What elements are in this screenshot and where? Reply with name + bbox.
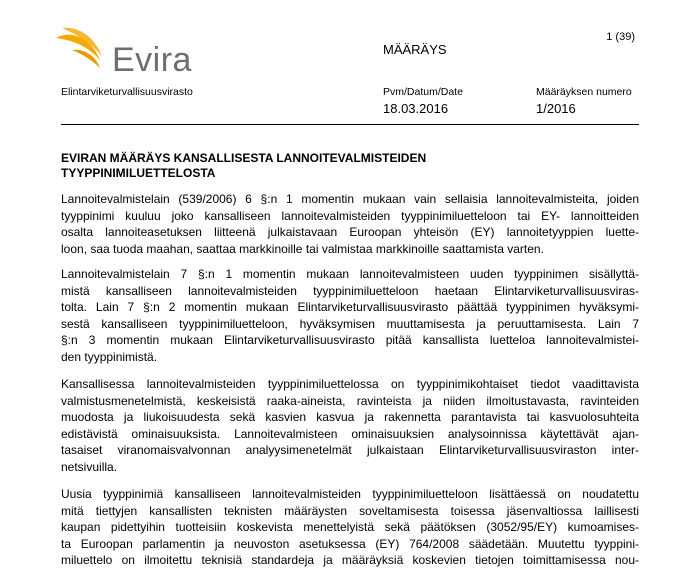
paragraph-line: kaupan pidettyihin tuotteisiin koskevista menettelyistä sekä päätöksen (3052/95/EY) kumoamises- (61, 520, 639, 534)
paragraph-line: tolta. Lain 7 §:n 2 momentin mukaan Elintarviketurvallisuusvirasto päättää tyyppinimen hyväksymi- (61, 300, 639, 314)
document-number: 1/2016 (536, 101, 576, 116)
paragraph-3 (61, 376, 639, 475)
evira-logo (50, 26, 200, 79)
date-label: Pvm/Datum/Date (383, 86, 463, 98)
paragraph-line: mistä kansalliseen lannoitevalmisteiden tyyppinimiluetteloon haetaan Elintarviketurvallisuusviras- (61, 283, 639, 298)
paragraph-line: mitä tiettyjen kansallisten teknisten määräysten soveltamisesta toisessa jäsenvaltiossa laillisesti (61, 503, 639, 518)
title-line: EVIRAN MÄÄRÄYS KANSALLISESTA LANNOITEVALMISTEIDEN (61, 151, 427, 165)
paragraph-line: Lannoitevalmistelain 7 §:n 1 momentin mukaan lannoitevalmisteen uuden tyyppinimen sisällyttä- (61, 267, 639, 281)
number-label: Määräyksen numero (536, 86, 632, 98)
paragraph-line: muodosta ja liukoisuudesta sekä kasvien kasvua ja rakennetta parantavista tai kasvuolosuhteita (61, 410, 639, 424)
paragraph-line: Kansallisessa lannoitevalmisteiden tyyppinimiluettelossa on tyyppinimikohtaiset tiedot vaadittavista (61, 377, 639, 391)
paragraph-line: miluettelo on ilmoitettu teknisiä standardeja ja määräyksiä koskevien tietojen toimittamisessa nou- (61, 553, 639, 567)
paragraph-4 (61, 486, 639, 569)
paragraph-line: netsivuilla. (61, 459, 118, 474)
paragraph-line: den tyyppinimistä. (61, 349, 158, 364)
paragraph-line: ta Euroopan parlamentin ja neuvoston asetuksessa (EY) 764/2008 säädetään. Muutettu tyyppini- (61, 536, 639, 551)
document-type: MÄÄRÄYS (383, 42, 447, 57)
wheat-leaf-icon (50, 26, 114, 76)
paragraph-line: sestä kansalliseen tyyppinimiluetteloon, hyväksymisen muuttamisesta ja peruuttamisesta. Lain 7 (61, 316, 639, 331)
paragraph-line: valmistusmenetelmistä, keskeisistä raaka-aineista, ravinteista ja niiden ilmoitustavasta, ravinteiden (61, 393, 639, 408)
title-line: TYYPPINIMILUETTELOSTA (61, 166, 216, 180)
agency-name: Elintarviketurvallisuusvirasto (61, 86, 193, 98)
page-number: 1 (39) (606, 31, 635, 43)
paragraph-2 (61, 266, 639, 365)
paragraph-line: osalta lannoiteasetuksen liitteenä julkaistavaan Euroopan yhteisön (EY) lannoitetyyppien luette- (61, 225, 639, 239)
paragraph-line: Lannoitevalmistelain (539/2006) 6 §:n 1 momentin mukaan vain sellaisia lannoitevalmisteita, joiden (61, 192, 639, 206)
header-divider (61, 124, 639, 125)
paragraph-line: tyyppinimi kuuluu joko kansalliseen lannoitevalmisteiden tyyppinimiluetteloon tai EY- lannoitteiden (61, 208, 639, 223)
document-title (61, 151, 581, 181)
paragraph-line: edistävistä ominaisuuksista. Lannoitevalmisteen ominaisuuksien analysoinnissa käytettävät ajan- (61, 426, 639, 441)
paragraph-line: Uusia tyyppinimiä kansalliseen lannoitevalmisteiden tyyppinimiluetteloon lisättäessä on noudatettu (61, 487, 639, 501)
paragraph-line: loon, saa tuoda maahan, saattaa markkinoille tai valmistaa markkinoille saattamista varten. (61, 241, 544, 256)
paragraph-1 (61, 191, 639, 257)
paragraph-line: §:n 3 momentin mukaan Elintarviketurvallisuusvirasto pitää kansallista luetteloa lannoitevalmistei- (61, 333, 639, 347)
document-date: 18.03.2016 (383, 101, 449, 116)
logo-wordmark: Evira (112, 41, 192, 79)
paragraph-line: tasaiset viranomaisvalvonnan analyysimenetelmät julkaistaan Elintarviketurvallisuusviraston inter- (61, 443, 639, 457)
